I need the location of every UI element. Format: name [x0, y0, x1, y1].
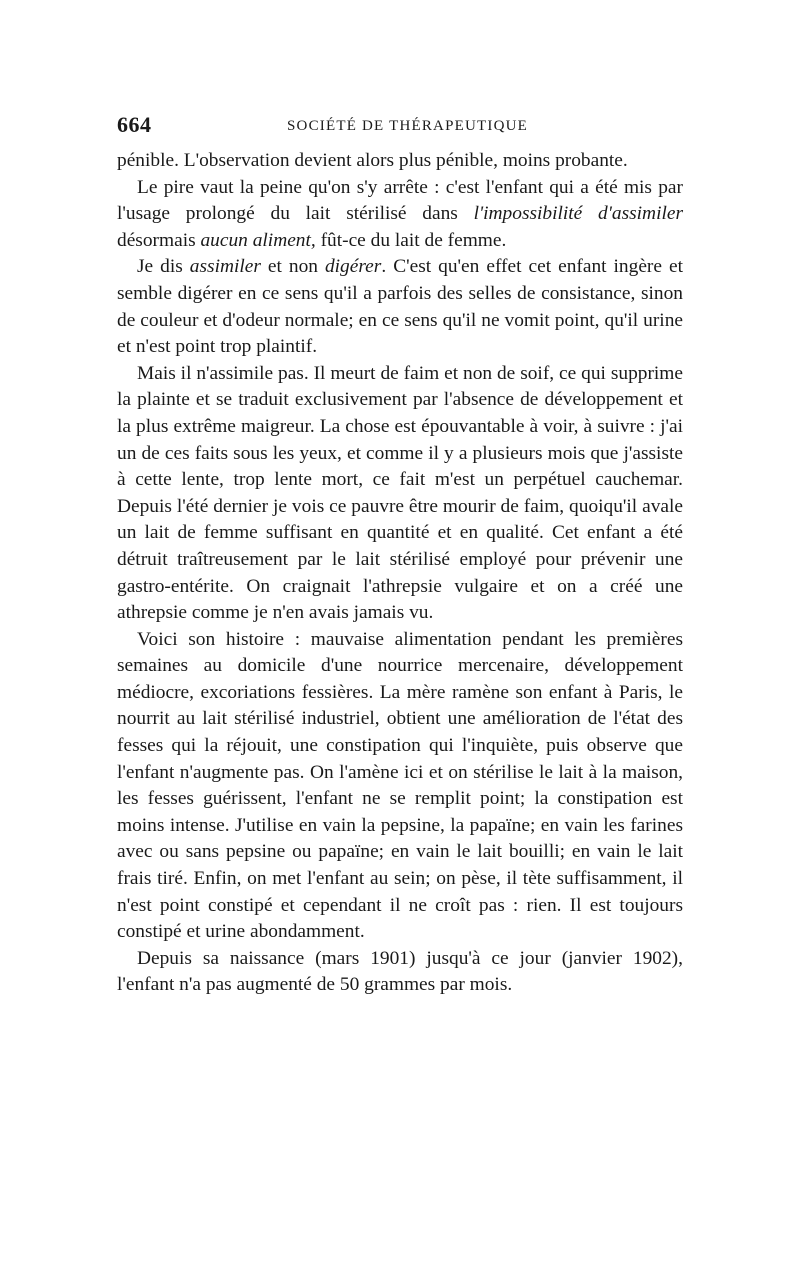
italic-text: digérer — [324, 256, 382, 278]
page-number: 664 — [117, 112, 152, 137]
paragraph-text: Voici son histoire : mauvaise alimentation pendant les premières semaines au domicile d'une nourrice mercenaire, développement médiocre, excoriations fessières. La mère ramène son enfant à Paris, le nourrit au lait stérilisé industriel, obtient une amélioration de l'état des fesses qui la réjouit, une constipation qui l'inquiète, puis observe que l'enfant n'augmente pas. On l'amène ici et on stérilise le lait à la maison, les fesses guérissent, l'enfant ne se remplit point; la constipation est moins intense. J'utilise en vain la pepsine, la papaïne; en vain les farines avec ou sans pepsine ou papaïne; en vain le lait bouilli; en vain le lait frais tiré. Enfin, on met l'enfant au sein; on pèse, il tète suffisamment, il n'est point constipé et cependant il ne croît pas : rien. Il est toujours constipé et urine abondamment. — [117, 628, 683, 943]
paragraph — [117, 361, 683, 627]
body-text — [117, 148, 683, 999]
paragraph-text: Depuis sa naissance (mars 1901) jusqu'à ce jour (janvier 1902), l'enfant n'a pas augmenté de 50 grammes par mois. — [117, 947, 683, 996]
paragraph — [117, 946, 683, 999]
paragraph-text: Le pire vaut la peine qu'on s'y arrête : c'est l'enfant qui a été mis par l'usage prolongé du lait stérilisé dans — [117, 176, 683, 225]
page-header — [117, 112, 687, 142]
paragraph-text: Mais il n'assimile pas. Il meurt de faim et non de soif, ce qui supprime la plainte et se traduit exclusivement par l'absence de développement et la plus extrême maigreur. La chose est épouvantable à voir, à suivre : j'ai un de ces faits sous les yeux, et comme il y a plusieurs mois que j'assiste à cette lente, trop lente mort, ce fait m'est un perpétuel cauchemar. Depuis l'été dernier je vois ce pauvre être mourir de faim, quoiqu'il avale un lait de femme suffisant en quantité et en qualité. Cet enfant a été détruit traîtreusement par le lait stérilisé employé pour prévenir une gastro-entérite. On craignait l'athrepsie vulgaire et on a créé une athrepsie comme je n'en avais jamais vu. — [117, 362, 683, 624]
paragraph — [117, 148, 683, 175]
paragraph-text: fût-ce du lait de femme. — [315, 229, 507, 251]
italic-text: assimiler — [189, 256, 261, 278]
paragraph — [117, 175, 683, 255]
paragraph-text: désormais — [117, 229, 201, 251]
italic-text: aucun aliment, — [200, 229, 316, 251]
italic-text: l'impossibilité d'assimiler — [473, 203, 683, 225]
paragraph-text: et non — [260, 256, 325, 278]
paragraph — [117, 254, 683, 360]
paragraph-text: pénible. L'observation devient alors plus pénible, moins probante. — [117, 150, 628, 171]
paragraph — [117, 627, 683, 946]
running-title: SOCIÉTÉ DE THÉRAPEUTIQUE — [287, 118, 529, 134]
paragraph-text: . C'est qu'en effet cet enfant ingère et semble digérer en ce sens qu'il a parfois des selles de consistance, sinon de couleur et d'odeur normale; en ce sens qu'il ne vomit point, qu'il urine et n'est point trop plaintif. — [117, 256, 683, 358]
paragraph-text: Je dis — [137, 256, 190, 278]
